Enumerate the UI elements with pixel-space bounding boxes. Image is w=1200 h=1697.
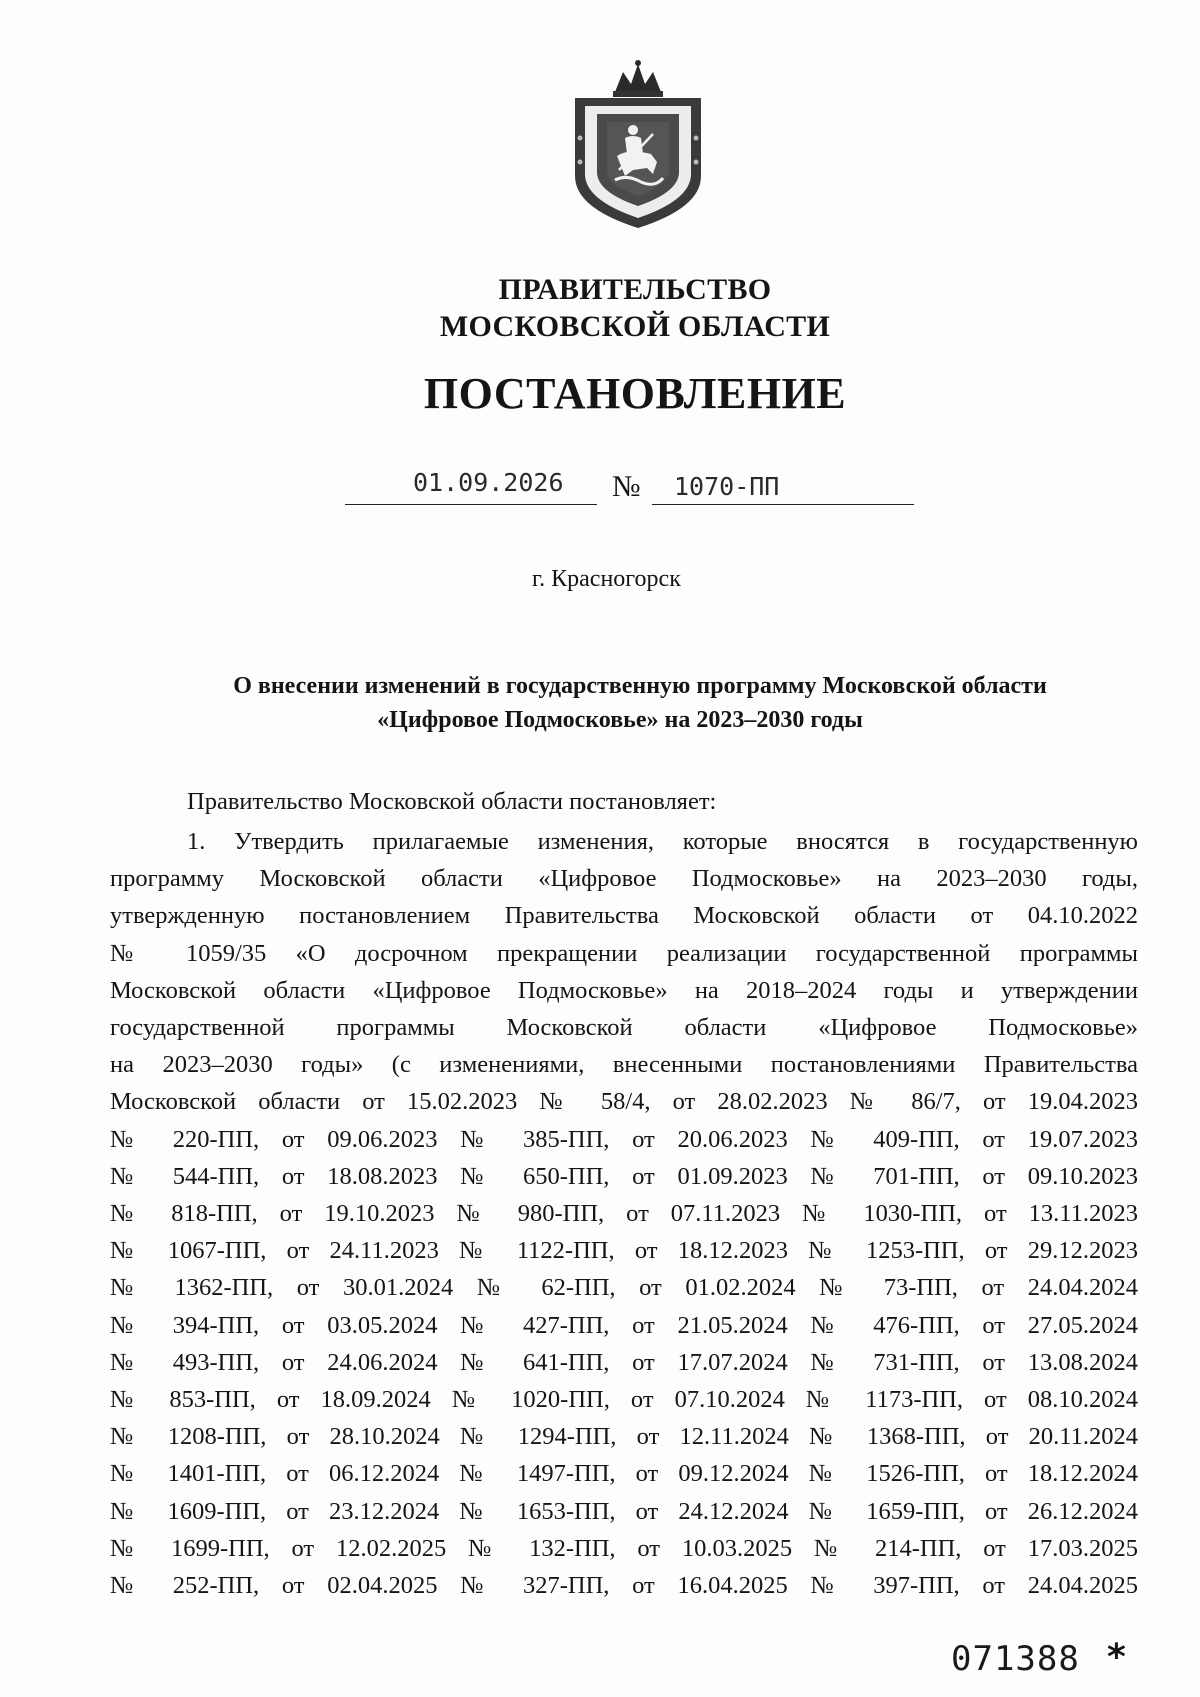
clause-line: № 252-ПП, от 02.04.2025 № 327-ПП, от 16.04.2025 № 397-ПП, от 24.04.2025 [110,1572,1138,1600]
clause-line: № 1609-ПП, от 23.12.2024 № 1653-ПП, от 24.12.2024 № 1659-ПП, от 26.12.2024 [110,1497,1138,1525]
clause-line: Московской области «Цифровое Подмосковье» на 2018–2024 годы и утверждении [110,976,1138,1004]
clause-line: утвержденную постановлением Правительства Московской области от 04.10.2022 [110,902,1138,930]
asterisk-mark: * [1107,1637,1126,1678]
clause-line: 1. Утвердить прилагаемые изменения, которые вносятся в государственную [187,828,1138,855]
clause-line: № 544-ПП, от 18.08.2023 № 650-ПП, от 01.09.2023 № 701-ПП, от 09.10.2023 [110,1162,1138,1190]
subject-line1: О внесении изменений в государственную программу Московской области [233,673,1047,699]
city-name: г. Красногорск [532,566,681,592]
clause-line: № 1067-ПП, от 24.11.2023 № 1122-ПП, от 18.12.2023 № 1253-ПП, от 29.12.2023 [110,1237,1138,1265]
clause-line: № 1362-ПП, от 30.01.2024 № 62-ПП, от 01.02.2024 № 73-ПП, от 24.04.2024 [110,1274,1138,1302]
clause-line: № 1401-ПП, от 06.12.2024 № 1497-ПП, от 09.12.2024 № 1526-ПП, от 18.12.2024 [110,1460,1138,1488]
clause-line: программу Московской области «Цифровое Подмосковье» на 2023–2030 годы, [110,865,1138,893]
document-date-field [345,464,597,505]
coat-of-arms-icon [567,58,709,230]
government-name-line1: ПРАВИТЕЛЬСТВО [498,273,772,306]
clause-line: № 853-ПП, от 18.09.2024 № 1020-ПП, от 07.10.2024 № 1173-ПП, от 08.10.2024 [110,1386,1138,1414]
number-sign: № [612,470,641,503]
clause-1 [110,823,1138,1604]
clause-line: № 1208-ПП, от 28.10.2024 № 1294-ПП, от 12.11.2024 № 1368-ПП, от 20.11.2024 [110,1423,1138,1451]
clause-line: № 394-ПП, от 03.05.2024 № 427-ПП, от 21.05.2024 № 476-ПП, от 27.05.2024 [110,1311,1138,1339]
document-number-field [652,464,914,505]
clause-line: Московской области от 15.02.2023 № 58/4, от 28.02.2023 № 86/7, от 19.04.2023 [110,1088,1138,1116]
clause-line: № 818-ПП, от 19.10.2023 № 980-ПП, от 07.11.2023 № 1030-ПП, от 13.11.2023 [110,1200,1138,1228]
clause-line: на 2023–2030 годы» (с изменениями, внесенными постановлениями Правительства [110,1051,1138,1079]
clause-line: № 1699-ПП, от 12.02.2025 № 132-ПП, от 10.03.2025 № 214-ПП, от 17.03.2025 [110,1534,1138,1562]
government-name-line2: МОСКОВСКОЙ ОБЛАСТИ [439,310,831,343]
clause-line: № 220-ПП, от 09.06.2023 № 385-ПП, от 20.06.2023 № 409-ПП, от 19.07.2023 [110,1125,1138,1153]
document-date: 01.09.2026 [413,468,564,497]
preamble-text: Правительство Московской области постановляет: [187,788,717,815]
serial-number: 071388 [951,1639,1080,1679]
clause-line: № 1059/35 «О досрочном прекращении реализации государственной программы [110,939,1138,967]
subject-line2: «Цифровое Подмосковье» на 2023–2030 годы [377,707,863,733]
document-type-title: ПОСТАНОВЛЕНИЕ [423,369,847,418]
clause-line: государственной программы Московской области «Цифровое Подмосковье» [110,1014,1138,1042]
clause-line: № 493-ПП, от 24.06.2024 № 641-ПП, от 17.07.2024 № 731-ПП, от 13.08.2024 [110,1348,1138,1376]
document-number: 1070-ПП [674,472,780,501]
